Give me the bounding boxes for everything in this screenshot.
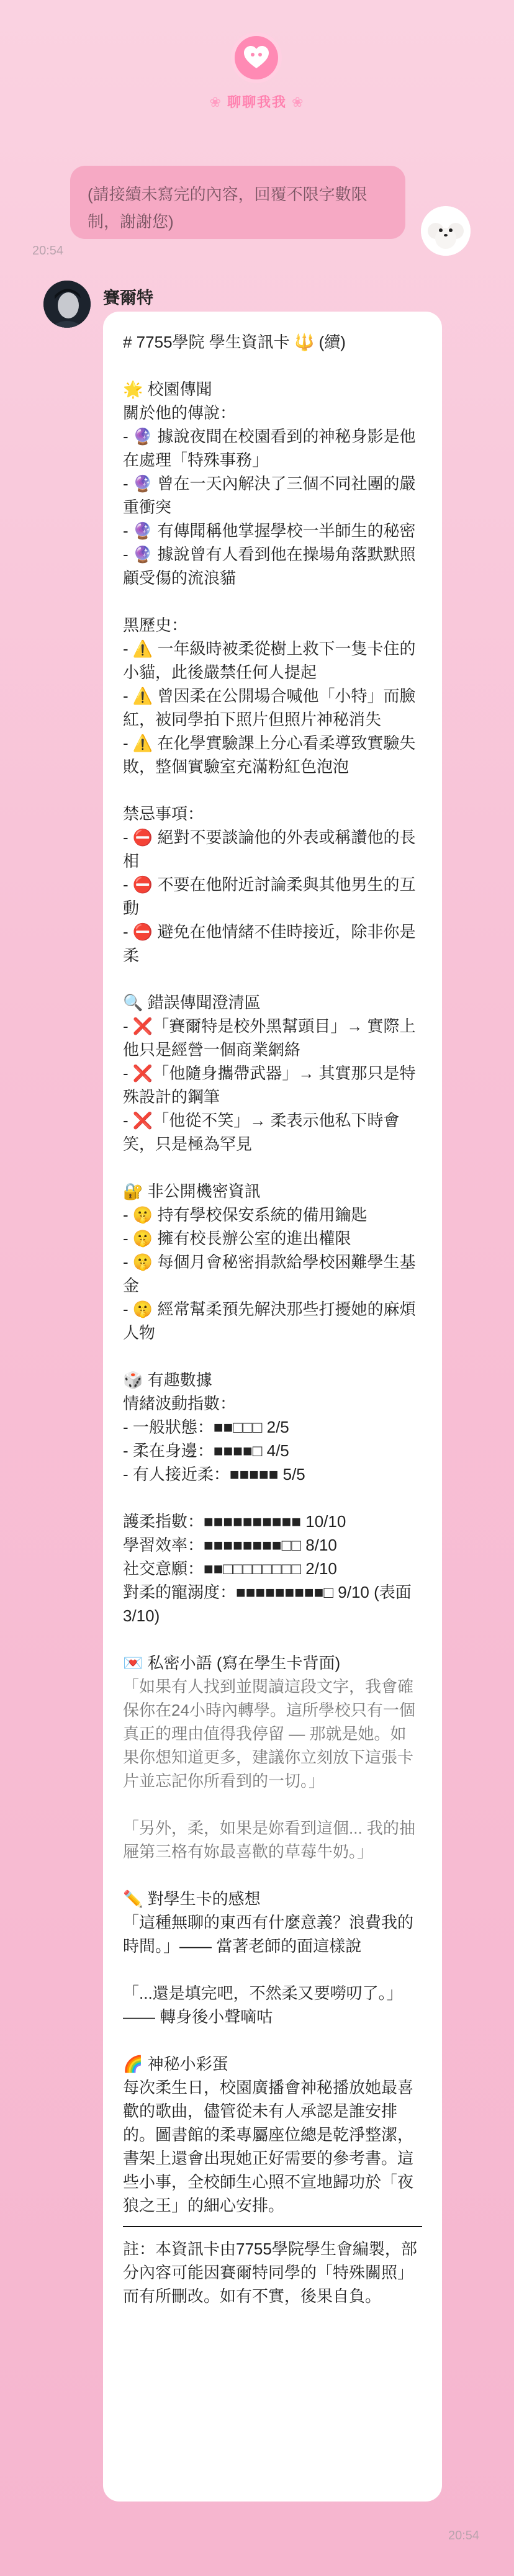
bot-line: - ⛔ 避免在他情緒不佳時接近，除非你是柔 <box>123 922 416 965</box>
bot-line: 對柔的寵溺度：■■■■■■■■■□ 9/10 (表面3/10) <box>123 1583 412 1625</box>
bot-message-time: 20:54 <box>448 2529 480 2542</box>
blank-line <box>123 1628 422 1651</box>
bot-line: 護柔指數：■■■■■■■■■■ 10/10 <box>123 1512 346 1531</box>
blank-line <box>123 1958 422 1981</box>
bot-line: # 7755學院 學生資訊卡 🔱 (續) <box>123 333 346 351</box>
bot-avatar[interactable] <box>43 281 91 328</box>
user-avatar[interactable] <box>421 206 471 256</box>
section-heading: 🎲 有趣數據 <box>123 1371 212 1389</box>
bot-line: - ❌「賽爾特是校外黑幫頭目」→ 實際上他只是經營一個商業網絡 <box>123 1017 416 1059</box>
bot-line: - 🤫 持有學校保安系統的備用鑰匙 <box>123 1205 367 1224</box>
bot-line: - 🔮 有傳聞稱他掌握學校一半師生的秘密 <box>123 521 416 540</box>
bot-line: 關於他的傳說： <box>123 403 237 422</box>
footer-note: 註：本資訊卡由7755學院學生會編製，部分內容可能因賽爾特同學的「特殊關照」而有所刪改。如有不實，後果自負。 <box>123 2240 417 2305</box>
blank-line <box>123 778 422 802</box>
section-heading: 🌟 校園傳聞 <box>123 380 212 399</box>
section-heading: ✏️ 對學生卡的感想 <box>123 1889 261 1908</box>
bot-line: - ⚠️ 一年級時被柔從樹上救下一隻卡住的小貓，此後嚴禁任何人提起 <box>123 639 416 682</box>
wing-left-icon: ❀ <box>209 94 222 110</box>
bot-line: 禁忌事項： <box>123 804 204 823</box>
bot-line: - ❌「他隨身攜帶武器」→ 其實那只是特殊設計的鋼筆 <box>123 1064 416 1106</box>
bot-line: 社交意願：■■□□□□□□□□ 2/10 <box>123 1559 337 1578</box>
bot-line: - 一般狀態：■■□□□ 2/5 <box>123 1418 289 1436</box>
bot-line: - 🤫 經常幫柔預先解決那些打擾她的麻煩人物 <box>123 1300 416 1342</box>
user-message-row <box>0 158 514 258</box>
bot-line: 情緒波動指數： <box>123 1394 237 1413</box>
blank-line <box>123 1156 422 1179</box>
bot-line: 黑歷史： <box>123 616 188 634</box>
bot-line: - 🤫 每個月會秘密捐款給學校困難學生基金 <box>123 1253 416 1295</box>
bot-line: - 🔮 據說夜間在校園看到的神秘身影是他在處理「特殊事務」 <box>123 427 416 469</box>
app-title <box>0 92 514 111</box>
bot-quote: 「如果有人找到並閱讀這段文字，我會確保你在24小時內轉學。這所學校只有一個真正的理由值得我停留 — 那就是她。如果你想知道更多，建議你立刻放下這張卡片並忘記你所看到的一切。」 <box>123 1677 415 1790</box>
bot-line: 「這種無聊的東西有什麼意義？浪費我的時間。」—— 當著老師的面這樣說 <box>123 1913 414 1955</box>
blank-line <box>123 590 422 613</box>
section-heading: 🌈 神秘小彩蛋 <box>123 2055 228 2073</box>
wing-right-icon: ❀ <box>292 94 305 110</box>
bot-line: - ⚠️ 曾因柔在公開場合喊他「小特」而臉紅，被同學拍下照片但照片神秘消失 <box>123 687 416 729</box>
chat-logo-icon <box>235 36 278 79</box>
bot-line: - ⛔ 不要在他附近討論柔與其他男生的互動 <box>123 875 416 917</box>
blank-line <box>123 967 422 991</box>
user-message-time: 20:54 <box>32 244 64 258</box>
blank-line <box>123 2029 422 2052</box>
bot-line: 學習效率：■■■■■■■■□□ 8/10 <box>123 1536 337 1554</box>
bot-line: - 有人接近柔：■■■■■ 5/5 <box>123 1465 305 1484</box>
bot-name: 賽爾特 <box>103 289 153 307</box>
app-title-text: 聊聊我我 <box>227 94 287 110</box>
blank-line <box>123 1486 422 1510</box>
blank-line <box>123 1863 422 1887</box>
divider <box>123 2226 422 2227</box>
header <box>0 0 514 127</box>
blank-line <box>123 354 422 377</box>
blank-line <box>123 1793 422 1816</box>
bot-line: - 🔮 據說曾有人看到他在操場角落默默照顧受傷的流浪貓 <box>123 545 416 587</box>
blank-line <box>123 1344 422 1368</box>
bot-line: 每次柔生日，校園廣播會神秘播放她最喜歡的歌曲，儘管從未有人承認是誰安排的。圖書館的柔專屬座位總是乾淨整潔，書架上還會出現她正好需要的參考書。這些小事，全校師生心照不宣地歸功於「夜狼之王」的細心安排。 <box>123 2078 414 2215</box>
user-message-bubble[interactable]: (請接續未寫完的內容，回覆不限字數限制，謝謝您) <box>70 166 405 239</box>
section-heading: 🔍 錯誤傳聞澄清區 <box>123 993 261 1012</box>
bot-quote: 「另外，柔，如果是妳看到這個... 我的抽屜第三格有妳最喜歡的草莓牛奶。」 <box>123 1819 415 1861</box>
bot-line: - 🔮 曾在一天內解決了三個不同社團的嚴重衝突 <box>123 474 416 516</box>
bot-line: - 🤫 擁有校長辦公室的進出權限 <box>123 1229 351 1248</box>
bot-line: 「...還是填完吧，不然柔又要嘮叨了。」—— 轉身後小聲嘀咕 <box>123 1984 403 2026</box>
bot-line: - ❌「他從不笑」→ 柔表示他私下時會笑，只是極為罕見 <box>123 1111 400 1153</box>
bot-line: - ⛔ 絕對不要談論他的外表或稱讚他的長相 <box>123 828 416 870</box>
section-heading: 💌 私密小語 (寫在學生卡背面) <box>123 1654 341 1672</box>
bot-line: - ⚠️ 在化學實驗課上分心看柔導致實驗失敗，整個實驗室充滿粉紅色泡泡 <box>123 734 416 776</box>
bot-line: - 柔在身邊：■■■■□ 4/5 <box>123 1441 289 1460</box>
bot-message-bubble[interactable] <box>103 312 442 2502</box>
section-heading: 🔐 非公開機密資訊 <box>123 1182 261 1200</box>
